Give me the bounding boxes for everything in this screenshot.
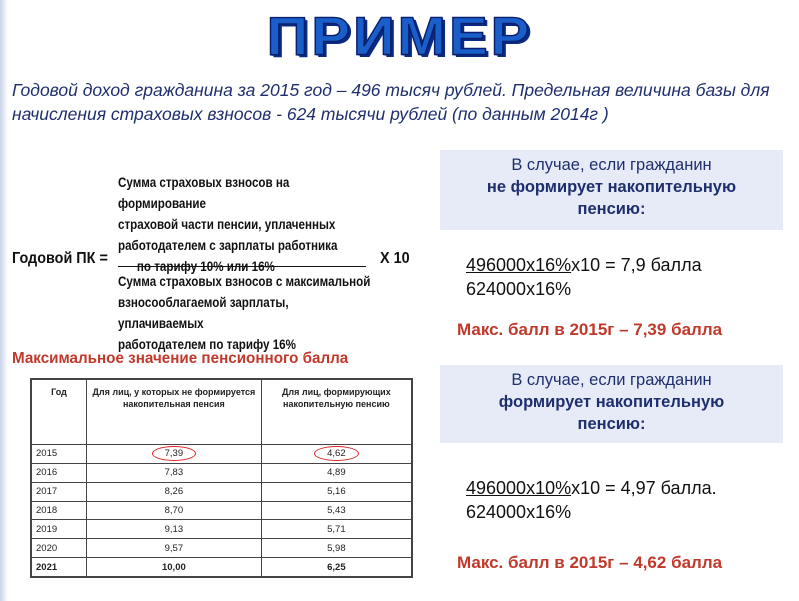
cell-year: 2015 [32, 444, 87, 463]
formula-denominator-line: работодателем по тарифу 16% [118, 337, 296, 352]
formula-denominator [118, 271, 376, 355]
cell-funded: 5,16 [261, 482, 411, 501]
cell-no-funded: 8,70 [87, 501, 262, 520]
case1-denominator: 624000х16% [466, 279, 572, 299]
case1-numerator: 496000х16% [466, 255, 572, 275]
header-funded: Для лиц, формирующих накопительную пенсию [261, 380, 411, 445]
case1-line1: В случае, если гражданин [511, 156, 712, 174]
highlight-circle: 4,62 [314, 446, 359, 461]
formula-numerator-line: Сумма страховых взносов на формирование [118, 175, 290, 211]
case1-box [440, 150, 783, 230]
case1-result: х10 = 7,9 балла [571, 255, 702, 275]
case1-line3: пенсию: [577, 200, 646, 218]
case1-line2: не формирует накопительную [486, 178, 737, 196]
formula-numerator-line: по тарифу 10% или 16% [136, 259, 275, 274]
header-no-funded: Для лиц, у которых не формируется накопительная пенсия [87, 380, 262, 445]
table-row [32, 501, 412, 520]
slide-title: ПРИМЕР [266, 6, 533, 67]
case2-numerator: 496000х10% [466, 478, 572, 498]
formula-denominator-line: взносооблагаемой зарплаты, уплачиваемых [118, 295, 289, 331]
cell-no-funded: 9,57 [87, 539, 262, 558]
table-header-row [32, 380, 412, 445]
case2-line1: В случае, если гражданин [511, 371, 712, 389]
table-row [32, 444, 412, 463]
table-row [32, 539, 412, 558]
cell-no-funded: 8,26 [87, 482, 262, 501]
cell-funded: 5,98 [261, 539, 411, 558]
case2-calculation [466, 476, 717, 524]
cell-no-funded: 7,83 [87, 463, 262, 482]
cell-funded: 4,89 [261, 463, 411, 482]
cell-funded: 5,71 [261, 520, 411, 539]
table-row [32, 482, 412, 501]
formula-label: Годовой ПК = [12, 250, 108, 267]
cell-funded [261, 444, 411, 463]
cell-year: 2019 [32, 520, 87, 539]
table-caption: Максимальное значение пенсионного балла [12, 350, 349, 367]
highlight-circle: 7,39 [152, 446, 197, 461]
cell-year: 2017 [32, 482, 87, 501]
cell-no-funded [87, 444, 262, 463]
cell-year: 2021 [32, 558, 87, 577]
table-row [32, 463, 412, 482]
cell-no-funded: 10,00 [87, 558, 262, 577]
formula-denominator-line: Сумма страховых взносов с максимальной [118, 274, 371, 289]
case2-max-score: Макс. балл в 2015г – 4,62 балла [457, 553, 723, 572]
cell-funded: 5,43 [261, 501, 411, 520]
case2-result: х10 = 4,97 балла. [571, 478, 717, 498]
case1-calculation [466, 253, 702, 301]
cell-year: 2018 [32, 501, 87, 520]
case2-line3: пенсию: [577, 415, 646, 433]
table-row [32, 520, 412, 539]
case2-denominator: 624000х16% [466, 502, 572, 522]
cell-year: 2020 [32, 539, 87, 558]
case1-max-score: Макс. балл в 2015г – 7,39 балла [457, 320, 723, 339]
formula-multiplier: Х 10 [380, 250, 410, 267]
formula-numerator-line: страховой части пенсии, уплаченных [118, 217, 336, 232]
table-row [32, 558, 412, 577]
cell-year: 2016 [32, 463, 87, 482]
formula-numerator [118, 172, 367, 277]
intro-text: Годовой доход гражданина за 2015 год – 496 тысяч рублей. Предельная величина базы для начисления страховых взносов - 624 тысячи рублей (по данным 2014г ) [12, 80, 770, 124]
case2-box [440, 365, 783, 443]
case2-line2: формирует накопительную [498, 393, 725, 411]
pension-score-table [30, 378, 413, 578]
cell-no-funded: 9,13 [87, 520, 262, 539]
formula-numerator-line: работодателем с зарплаты работника [118, 238, 338, 253]
header-year: Год [32, 380, 87, 445]
fraction-line [118, 266, 366, 267]
cell-funded: 6,25 [261, 558, 411, 577]
decorative-strip [0, 0, 8, 601]
